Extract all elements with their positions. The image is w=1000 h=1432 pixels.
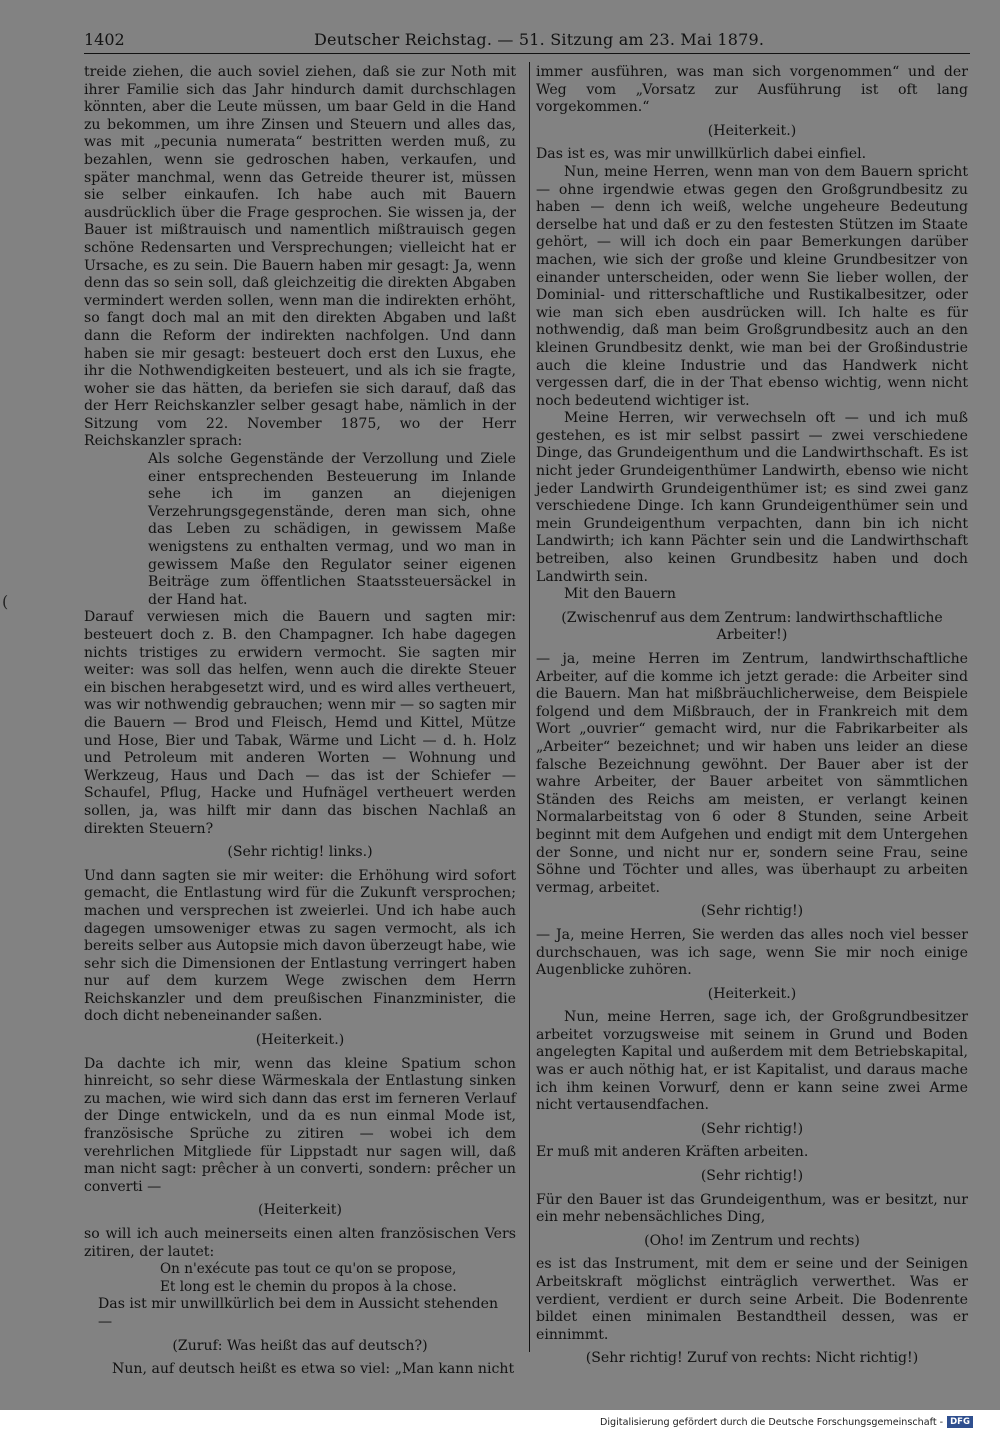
paragraph: Mit den Bauern: [564, 586, 676, 603]
page-number: 1402: [84, 30, 125, 49]
paragraph: Nun, meine Herren, sage ich, der Großgrundbesitzer arbeitet vorzugsweise mit seinem in Grund und Boden angelegten Kapital und außerdem mit dem Betriebskapital, was er auch nöthig hat, er ist Kapitalist, und daraus mache ich ihm keinen Vorwurf, denn er kann seine zwei Arme nicht vertausendfachen.: [536, 1009, 968, 1114]
digitization-credit: [600, 1414, 1000, 1432]
paragraph: Als solche Gegenstände der Verzollung und Ziele einer entsprechenden Besteuerung im Inlande sehe ich im ganzen an diejenigen Verzehrungsgegenstände, deren man sich, ohne das Leben zu schädigen, in gewissem Maße wenigstens zu enthalten vermag, und wo man in gewissem Maße den Regulator seiner eigenen Beiträge zum öffentlichen Staatssteuersäckel in der Hand hat.: [148, 451, 516, 608]
interjection: (Zuruf: Was heißt das auf deutsch?): [172, 1337, 428, 1354]
paragraph: Nun, meine Herren, wenn man von dem Bauern spricht — ohne irgendwie etwas gegen den Großgrundbesitz zu haben — denn ich weiß, welche ungeheure Bedeutung derselbe hat und daß er zu den festesten Stützen im Staate gehört, — will ich doch ein paar Bemerkungen darüber machen, wie sich der große und kleine Grundbesitzer von einander unterscheiden, oder wenn Sie lieber wollen, der Dominial- und ritterschaftliche und Rustikalbesitzer, oder wie man sich eben ausdrücken will. Ich halte es für nothwendig, daß man beim Großgrundbesitz auch an den kleinen Grundbesitz denkt, wie man bei der Großindustrie auch die kleine Industrie und das Handwerk nicht vergessen darf, die in der That ebenso wichtig, wenn nicht noch bedeutend wichtiger ist.: [536, 163, 968, 409]
paragraph: treide ziehen, die auch soviel ziehen, daß sie zur Noth mit ihrer Familie sich das Jahr hindurch damit durchschlagen könnten, aber die Leute müssen, um baar Geld in die Hand zu bekommen, um ihre Zinsen und Steuern und alles das, was mit „pecunia numerata“ bestritten werden muß, zu bezahlen, wenn sie gedroschen haben, verkaufen, und später manchmal, wenn das Getreide theurer ist, müssen sie selber einkaufen. Ich habe auch mit Bauern ausdrücklich über die Frage gesprochen. Sie wissen ja, der Bauer ist mißtrauisch und namentlich mißtrauisch gegen schöne Redensarten und Versprechungen; vielleicht hat er Ursache, es zu sein. Die Bauern haben mir gesagt: Ja, wenn denn das so sein soll, daß gleichzeitig die direkten Abgaben vermindert werden sollen, wenn man die indirekten erhöht, so fangt doch mal an mit den direkten Abgaben und laßt dann die Reform der indirekten nachfolgen. Und dann haben sie mir gesagt: besteuert doch erst den Luxus, ehe ihr die Nothwendigkeiten besteuert, und als ich sie fragte, woher sie das hätten, da beriefen sie sich darauf, daß das der Herr Reichskanzler selber gesagt habe, nämlich in der Sitzung vom 22. November 1875, wo der Herr Reichskanzler sprach:: [84, 64, 516, 450]
paragraph: Meine Herren, wir verwechseln oft — und ich muß gestehen, es ist mir selbst passirt — zwei verschiedene Dinge, das Grundeigenthum und die Landwirthschaft. Es ist nicht jeder Grundeigenthümer Landwirth, ebenso wie nicht jeder Landwirth Grundeigenthümer ist; es sind zwei ganz verschiedene Dinge. Ich kann Grundeigenthümer sein und mein Grundeigenthum verpachten, dann bin ich nicht Landwirth; ich kann Pächter sein und die Landwirthschaft betreiben, also keinen Grundbesitz haben und doch Landwirth sein.: [536, 410, 968, 585]
margin-mark: (: [2, 592, 9, 611]
credit-text: Digitalisierung gefördert durch die Deutsche Forschungsgemeinschaft -: [600, 1417, 944, 1428]
page-header: [84, 30, 970, 50]
column-divider: [529, 62, 530, 1352]
paragraph: — Ja, meine Herren, Sie werden das alles noch viel besser durchschauen, was ich sage, wenn Sie mir noch einige Augenblicke zuhören.: [536, 926, 968, 979]
interjection: (Heiterkeit.): [707, 985, 797, 1002]
header-rule: [84, 53, 970, 54]
interjection: (Sehr richtig!): [700, 1120, 804, 1137]
interjection: (Heiterkeit.): [255, 1032, 345, 1049]
paragraph: Nun, auf deutsch heißt es etwa so viel: „Man kann nicht: [112, 1361, 515, 1378]
left-column: [84, 64, 516, 1379]
paragraph: immer ausführen, was man sich vorgenommen“ und der Weg vom „Vorsatz zur Ausführung ist oft lang vorgekommen.“: [536, 64, 968, 116]
dfg-logo: DFG: [947, 1416, 973, 1428]
interjection: (Sehr richtig! Zuruf von rechts: Nicht richtig!): [585, 1350, 919, 1367]
running-title: Deutscher Reichstag. — 51. Sitzung am 23. Mai 1879.: [314, 30, 765, 49]
paragraph: Für den Bauer ist das Grundeigenthum, was er besitzt, nur ein mehr nebensächliches Ding,: [536, 1191, 968, 1226]
interjection: (Sehr richtig!): [700, 903, 804, 920]
interjection: (Heiterkeit.): [707, 122, 797, 139]
interjection: (Sehr richtig!): [700, 1168, 804, 1185]
interjection: (Zwischenruf aus dem Zentrum: landwirthschaftliche Arbeiter!): [561, 609, 943, 644]
paragraph: es ist das Instrument, mit dem er seine und der Seinigen Arbeitskraft möglichst einträglich verwerthet. Was er verdient, verdient er durch seine Arbeit. Die Bodenrente bildet einen minimalen Bestandtheil dessen, was er einnimmt.: [536, 1256, 968, 1343]
paragraph: Das ist mir unwillkürlich bei dem in Aussicht stehenden —: [98, 1296, 499, 1330]
paragraph: Und dann sagten sie mir weiter: die Erhöhung wird sofort gemacht, die Entlastung wird für die Zukunft versprochen; machen und versprechen ist zweierlei. Und ich habe auch dagegen umsoweniger etwas zu sagen vermocht, als ich bereits selber aus Autopsie mich davon überzeugt habe, wie sehr sich die Dimensionen der Entlastung verringert haben nur auf dem kurzem Wege zwischen dem Herrn Reichskanzler und dem preußischen Finanzminister, die doch dicht nebeneinander saßen.: [84, 867, 516, 1025]
interjection: (Heiterkeit): [258, 1202, 342, 1219]
interjection: (Sehr richtig! links.): [227, 844, 373, 861]
paragraph: Darauf verwiesen mich die Bauern und sagten mir: besteuert doch z. B. den Champagner. Ich habe dagegen nichts tristiges zu erwidern vermocht. Sie sagten mir weiter: was soll das helfen, wenn auch die direkte Steuer ein bischen herabgesetzt wird, und es wird alles vertheuert, was wir nothwendig gebrauchen; wenn mir — so sagten mir die Bauern — Brod und Fleisch, Hemd und Kittel, Mütze und Hose, Bier und Tabak, Wärme und Licht — d. h. Holz und Petroleum mit anderen Worten — Wohnung und Werkzeug, Haus und Dach — das ist der Schiefer — Schaufel, Pflug, Hacke und Hufnägel vertheuert werden sollen, ja, was hilft mir dann das bischen Nachlaß an direkten Steuern?: [84, 609, 516, 837]
paragraph: so will ich auch meinerseits einen alten französischen Vers zitiren, der lautet:: [84, 1226, 516, 1260]
right-column: [536, 64, 968, 1374]
paragraph: Et long est le chemin du propos à la chose.: [160, 1278, 457, 1295]
interjection: (Oho! im Zentrum und rechts): [644, 1232, 860, 1249]
paragraph: — ja, meine Herren im Zentrum, landwirthschaftliche Arbeiter, auf die komme ich jetzt gerade: die Arbeiter sind die Bauern. Man hat mißbräuchlicherweise, dem Beispiele folgend und dem Mißbrauch, der in Frankreich mit dem Wort „ouvrier“ gemacht wird, nur die Fabrikarbeiter als „Arbeiter“ bezeichnet; und wir haben uns leider an diese falsche Bezeichnung gewöhnt. Der Bauer aber ist der wahre Arbeiter, der Bauer arbeitet von sämmtlichen Ständen des Reichs am meisten, er verlangt keinen Normalarbeitstag von 6 oder 8 Stunden, seine Arbeit beginnt mit dem Aufgehen und endigt mit dem Untergehen der Sonne, und nicht nur er, sondern seine Frau, seine Söhne und Töchter und alles, was überhaupt zu arbeiten vermag, arbeitet.: [536, 651, 968, 896]
paragraph: Das ist es, was mir unwillkürlich dabei einfiel.: [536, 146, 867, 163]
paragraph: On n'exécute pas tout ce qu'on se propose,: [160, 1261, 457, 1278]
paragraph: Da dachte ich mir, wenn das kleine Spatium schon hinreicht, so sehr diese Wärmeskala der Entlastung sinken zu machen, wie wird sich dann das erst im ferneren Verlauf der Dinge entwickeln, und da es nun einmal Mode ist, französische Sprüche zu zitiren — wobei ich dem verehrlichen Mitgliede für Lippstadt nur sagen will, daß man nicht sagt: prêcher à un converti, sondern: prêcher un converti —: [84, 1055, 516, 1195]
paragraph: Er muß mit anderen Kräften arbeiten.: [536, 1144, 809, 1161]
